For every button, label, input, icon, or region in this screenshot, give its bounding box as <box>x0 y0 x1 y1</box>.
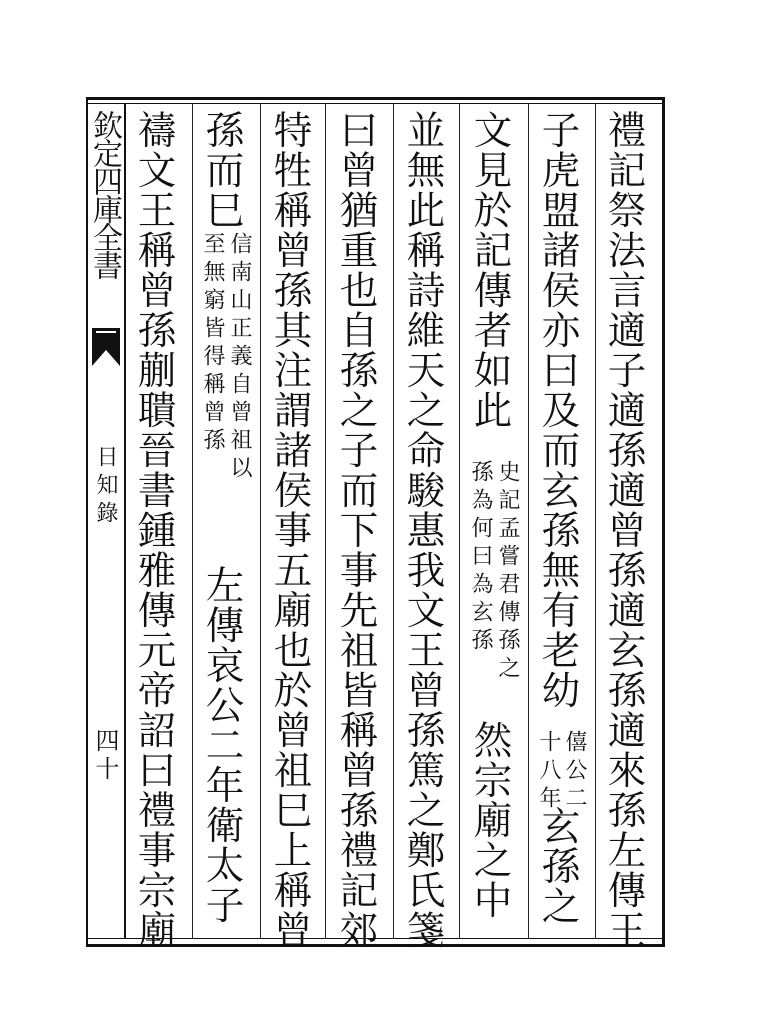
annotation-right: 信南山正義自曾祖以 <box>227 232 252 484</box>
book-title: 日知錄 <box>93 445 118 529</box>
frame-right-border <box>662 97 665 947</box>
annotation-left: 孫為何曰為玄孫 <box>468 460 493 656</box>
annotation-right: 史記孟嘗君傳孫之 <box>495 460 520 684</box>
text-column-2-continued: 玄孫之 <box>535 806 581 926</box>
text-column-3-continued: 然宗廟之中 <box>467 720 513 920</box>
column-divider <box>260 103 261 939</box>
page-number: 四十 <box>91 728 119 784</box>
frame-top-inner-rule <box>86 103 664 104</box>
column-divider <box>459 103 460 939</box>
text-column-7-continued: 左傳哀公二年衛太子 <box>199 565 245 925</box>
column-divider <box>192 103 193 939</box>
text-column-1: 禮記祭法言適子適孫適曾孫適玄孫適來孫左傳王 <box>601 110 647 950</box>
fish-tail-mark-icon <box>90 326 122 368</box>
column-divider <box>595 103 596 939</box>
annotation-left: 十八年 <box>536 730 561 814</box>
annotation-left: 至無窮皆得稱曾孫 <box>200 232 225 456</box>
column-divider <box>393 103 394 939</box>
text-column-7: 孫而巳 <box>199 110 245 230</box>
column-divider <box>528 103 529 939</box>
collection-title: 欽定四庫全書 <box>87 110 122 278</box>
frame-top-rule <box>86 97 664 100</box>
text-column-8: 禱文王稱曾孫蒯聵晉書鍾雅傳元帝詔曰禮事宗廟 <box>131 110 177 950</box>
text-column-2: 子虎盟諸侯亦曰及而玄孫無有老幼 <box>535 110 581 710</box>
text-column-6: 特牲稱曾孫其注謂諸侯事五廟也於曾祖巳上稱曾 <box>267 110 313 950</box>
text-column-3: 文見於記傳者如此 <box>467 110 513 430</box>
gutter-divider <box>124 103 126 939</box>
annotation-right: 僖公二 <box>562 730 587 814</box>
text-column-5: 曰曾猶重也自孫之子而下事先祖皆稱曾孫禮記郊 <box>333 110 379 950</box>
column-divider <box>325 103 326 939</box>
text-column-4: 並無此稱詩維天之命駿惠我文王曾孫篤之鄭氏箋 <box>400 110 446 950</box>
